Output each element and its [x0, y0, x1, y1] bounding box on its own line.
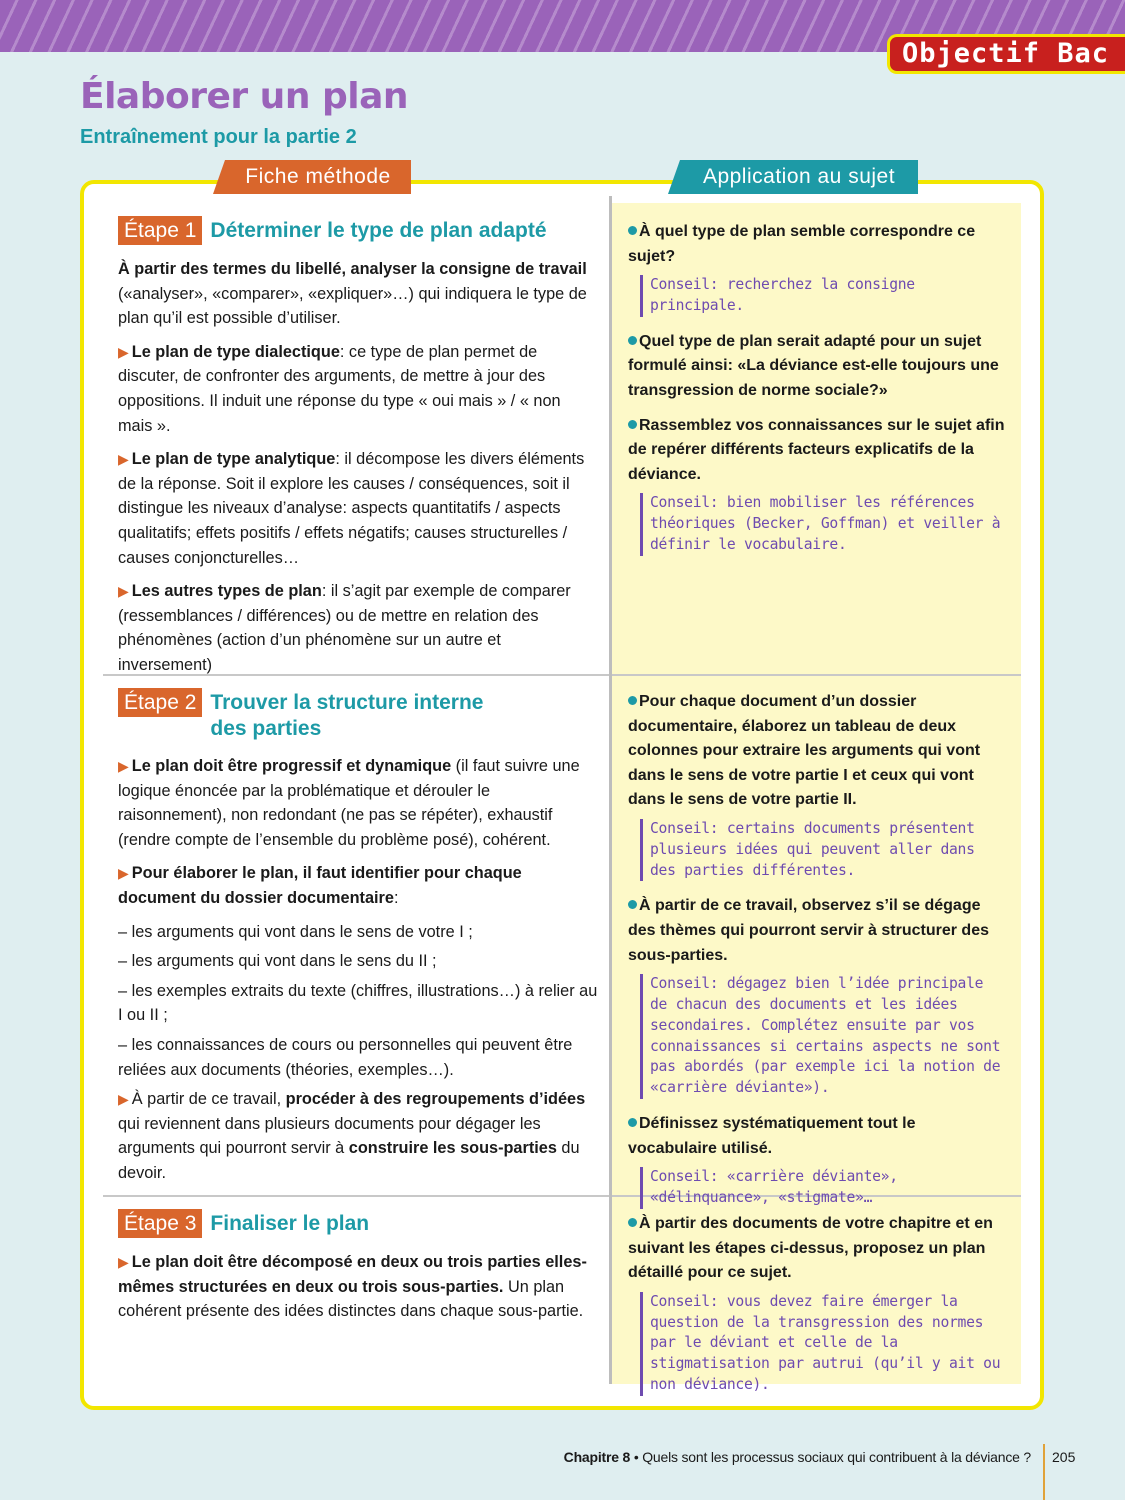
question: À quel type de plan semble correspondre ce sujet? — [628, 223, 976, 265]
row-divider — [103, 1195, 609, 1197]
paragraph: ▶ À partir de ce travail, procéder à des regroupements d’idées qui reviennent dans plusieurs documents pour dégager les arguments qui pourront servir à construire les sous-parties du devoir. — [118, 1090, 586, 1182]
row-divider — [612, 674, 1021, 676]
advice-note: Conseil: bien mobiliser les références théoriques (Becker, Goffman) et veiller à définir le vocabulaire. — [640, 493, 1008, 555]
step-2 — [118, 688, 598, 1195]
arrow-icon: ▶ — [118, 583, 129, 600]
step-number: Étape 2 — [118, 688, 202, 717]
arrow-icon: ▶ — [118, 758, 129, 774]
page-subtitle: Entraînement pour la partie 2 — [80, 126, 357, 148]
paragraph: À partir des termes du libellé, analyser la consigne de travail («analyser», «comparer», «expliquer»…) qui indiquera le type de plan qu’il est possible d’utiliser. — [118, 260, 587, 328]
arrow-icon: ▶ — [118, 1091, 129, 1108]
arrow-icon: ▶ — [118, 343, 129, 360]
column-divider — [609, 196, 612, 1384]
step-title: Trouver la structure interne des parties — [210, 691, 484, 740]
bullet-icon — [628, 336, 637, 345]
step-number: Étape 3 — [118, 1209, 202, 1238]
arrow-icon: ▶ — [118, 451, 129, 468]
advice-note: Conseil: recherchez la consigne principale. — [640, 275, 1008, 317]
advice-note: Conseil: vous devez faire émerger la question de la transgression des normes par le déviant et celle de la stigmatisation par autrui (qu’il y ait ou non déviance). — [640, 1292, 1008, 1396]
list-item: – les arguments qui vont dans le sens de votre I ; — [118, 922, 473, 941]
footer-divider — [1043, 1444, 1045, 1500]
question: Rassemblez vos connaissances sur le sujet afin de repérer différents facteurs explicatifs de la déviance. — [628, 416, 1005, 483]
question: À partir de ce travail, observez s’il se dégage des thèmes qui pourront servir à structurer des sous-parties. — [628, 897, 989, 964]
advice-note: Conseil: certains documents présentent plusieurs idées qui peuvent aller dans des parties différentes. — [640, 819, 1008, 881]
question: Définissez systématiquement tout le vocabulaire utilisé. — [628, 1114, 916, 1157]
step-3 — [118, 1209, 598, 1333]
step-title: Déterminer le type de plan adapté — [210, 219, 547, 242]
bullet-icon — [628, 1218, 637, 1227]
paragraph: ▶ Le plan de type analytique: il décompose les divers éléments de la réponse. Soit il explore les causes / conséquences, soit il distingue les niveaux d’analyse: aspects quantitatifs / aspects qualitatifs; effets positifs / effets négatifs; causes structurelles / causes conjoncturelles… — [118, 450, 585, 567]
question: Pour chaque document d’un dossier documentaire, élaborez un tableau de deux colonnes pour extraire les arguments qui vont dans le sens de votre partie I et ceux qui vont dans le sens de votre partie II. — [628, 693, 981, 809]
page-title: Élaborer un plan — [80, 76, 409, 117]
step-1 — [118, 216, 598, 687]
bullet-icon — [628, 420, 637, 429]
page-number: 205 — [1052, 1449, 1076, 1465]
fiche-methode-tag: Fiche méthode — [225, 160, 411, 194]
paragraph: ▶ Le plan de type dialectique: ce type de plan permet de discuter, de confronter des arguments, de mettre à jour des oppositions. Il induit une réponse du type « oui mais » / « non mais ». — [118, 342, 561, 435]
bullet-icon — [628, 1118, 637, 1127]
bullet-icon — [628, 226, 637, 235]
arrow-icon: ▶ — [118, 865, 129, 882]
application-block-3 — [628, 1212, 1008, 1409]
objectif-bac-badge: Objectif Bac — [887, 34, 1125, 74]
bullet-icon — [628, 900, 637, 909]
step-title: Finaliser le plan — [210, 1212, 370, 1235]
bullet-icon — [628, 696, 637, 705]
arrow-icon: ▶ — [118, 1254, 129, 1270]
paragraph: ▶ Les autres types de plan: il s’agit par exemple de comparer (ressemblances / différences) ou de mettre en relation des phénomènes (action d’un phénomène sur un autre et inversement) — [118, 582, 571, 674]
paragraph: ▶ Pour élaborer le plan, il faut identifier pour chaque document du dossier documentaire: — [118, 864, 522, 907]
question: À partir des documents de votre chapitre et en suivant les étapes ci-dessus, proposez un plan détaillé pour ce sujet. — [628, 1215, 993, 1282]
paragraph: ▶ Le plan doit être progressif et dynamique (il faut suivre une logique énoncée par la problématique et dérouler le raisonnement), non redondant (ne pas se répéter), exhaustif (rendre compte de l’ensemble du problème posé), cohérent. — [118, 757, 580, 849]
application-block-1 — [628, 220, 1008, 569]
footer-chapter: Chapitre 8 • Quels sont les processus sociaux qui contribuent à la déviance ? — [563, 1449, 1031, 1465]
list-item: – les arguments qui vont dans le sens du II ; — [118, 952, 437, 971]
advice-note: Conseil: «carrière déviante», «délinquance», «stigmate»… — [640, 1167, 1008, 1209]
step-number: Étape 1 — [118, 216, 202, 245]
application-sujet-tag: Application au sujet — [680, 160, 918, 194]
application-block-2 — [628, 690, 1008, 1222]
paragraph: ▶ Le plan doit être décomposé en deux ou trois parties elles-mêmes structurées en deux ou trois sous-parties. Un plan cohérent présente des idées distinctes dans chaque sous-partie. — [118, 1253, 587, 1321]
list-item: – les exemples extraits du texte (chiffres, illustrations…) à relier au I ou II ; — [118, 981, 598, 1025]
question: Quel type de plan serait adapté pour un sujet formulé ainsi: «La déviance est-elle toujours une transgression de norme sociale?» — [628, 332, 999, 399]
advice-note: Conseil: dégagez bien l’idée principale de chacun des documents et les idées secondaires. Complétez ensuite par vos connaissances si certains aspects ne sont pas abordés (par exemple ici la notion de «carrière déviante»). — [640, 974, 1008, 1099]
list-item: – les connaissances de cours ou personnelles qui peuvent être reliées aux documents (théories, exemples…). — [118, 1035, 573, 1079]
